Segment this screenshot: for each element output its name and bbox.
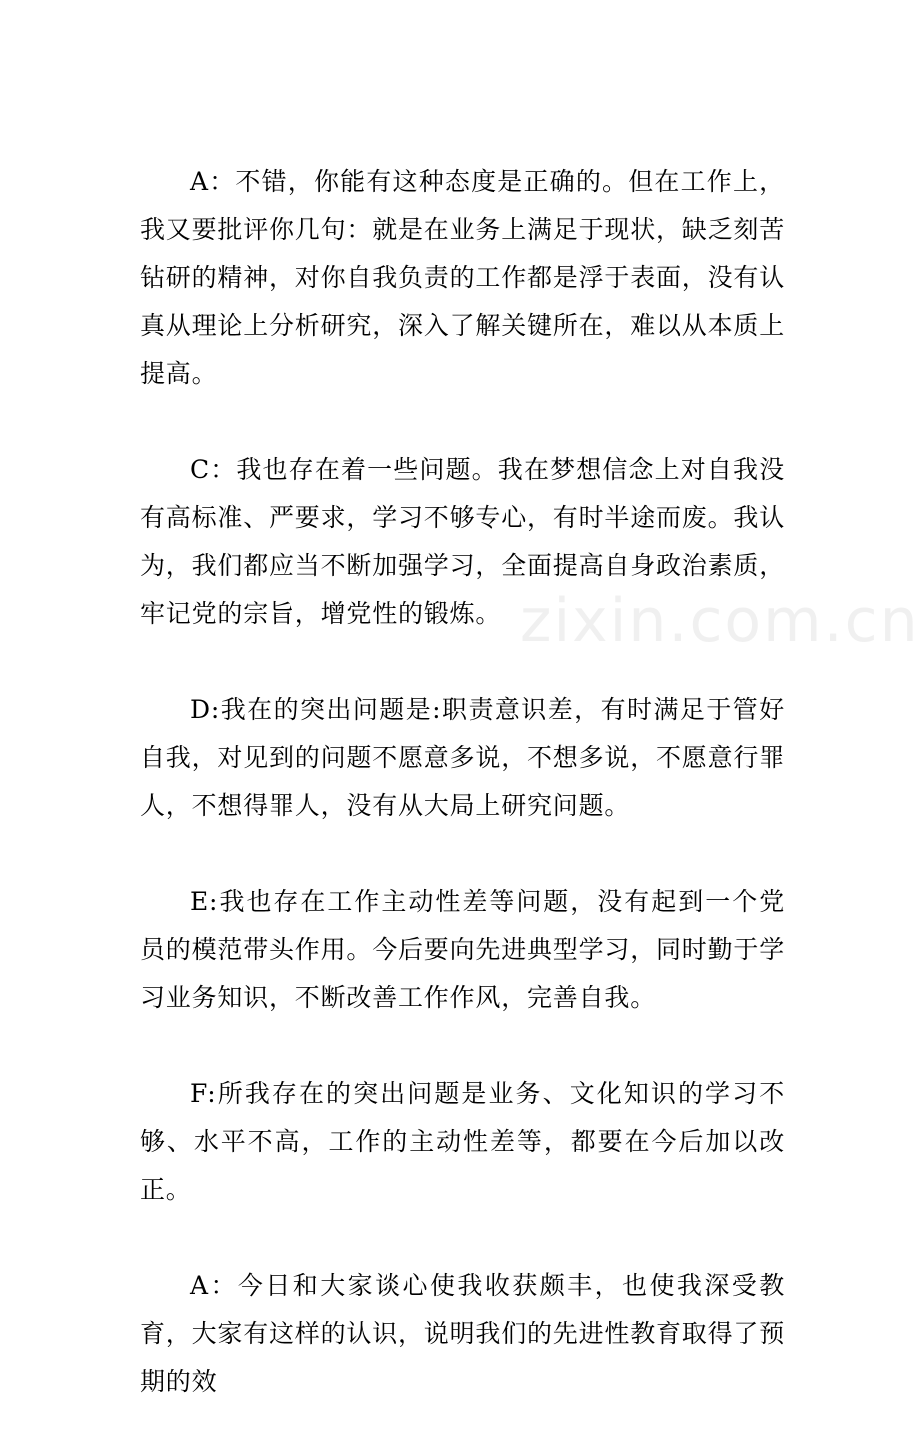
paragraph-e-self-review: E:我也存在工作主动性差等问题，没有起到一个党员的模范带头作用。今后要向先进典型学习，同时勤于学习业务知识，不断改善工作作风，完善自我。 — [140, 887, 786, 1012]
paragraph-f-self-review: F:所我存在的突出问题是业务、文化知识的学习不够、水平不高，工作的主动性差等，都要在今后加以改正。 — [140, 1079, 785, 1204]
paragraph-d-self-review: D:我在的突出问题是:职责意识差，有时满足于管好自我，对见到的问题不愿意多说，不想多说，不愿意行罪人，不想得罪人，没有从大局上研究问题。 — [140, 695, 786, 820]
document-body — [140, 158, 785, 1454]
paragraph-a-summary: A：今日和大家谈心使我收获颇丰，也使我深受教育，大家有这样的认识，说明我们的先进性教育取得了预期的效 — [140, 1271, 786, 1396]
paragraph-a-criticism: A：不错，你能有这种态度是正确的。但在工作上，我又要批评你几句：就是在业务上满足于现状，缺乏刻苦钻研的精神，对你自我负责的工作都是浮于表面，没有认真从理论上分析研究，深入了解关键所在，难以从本质上提高。 — [140, 167, 786, 388]
paragraph-c-self-review: C：我也存在着一些问题。我在梦想信念上对自我没有高标准、严要求，学习不够专心，有时半途而废。我认为，我们都应当不断加强学习，全面提高自身政治素质，牢记党的宗旨，增党性的锻炼。 — [140, 455, 786, 628]
watermark: zixin.com.cn — [520, 586, 920, 656]
